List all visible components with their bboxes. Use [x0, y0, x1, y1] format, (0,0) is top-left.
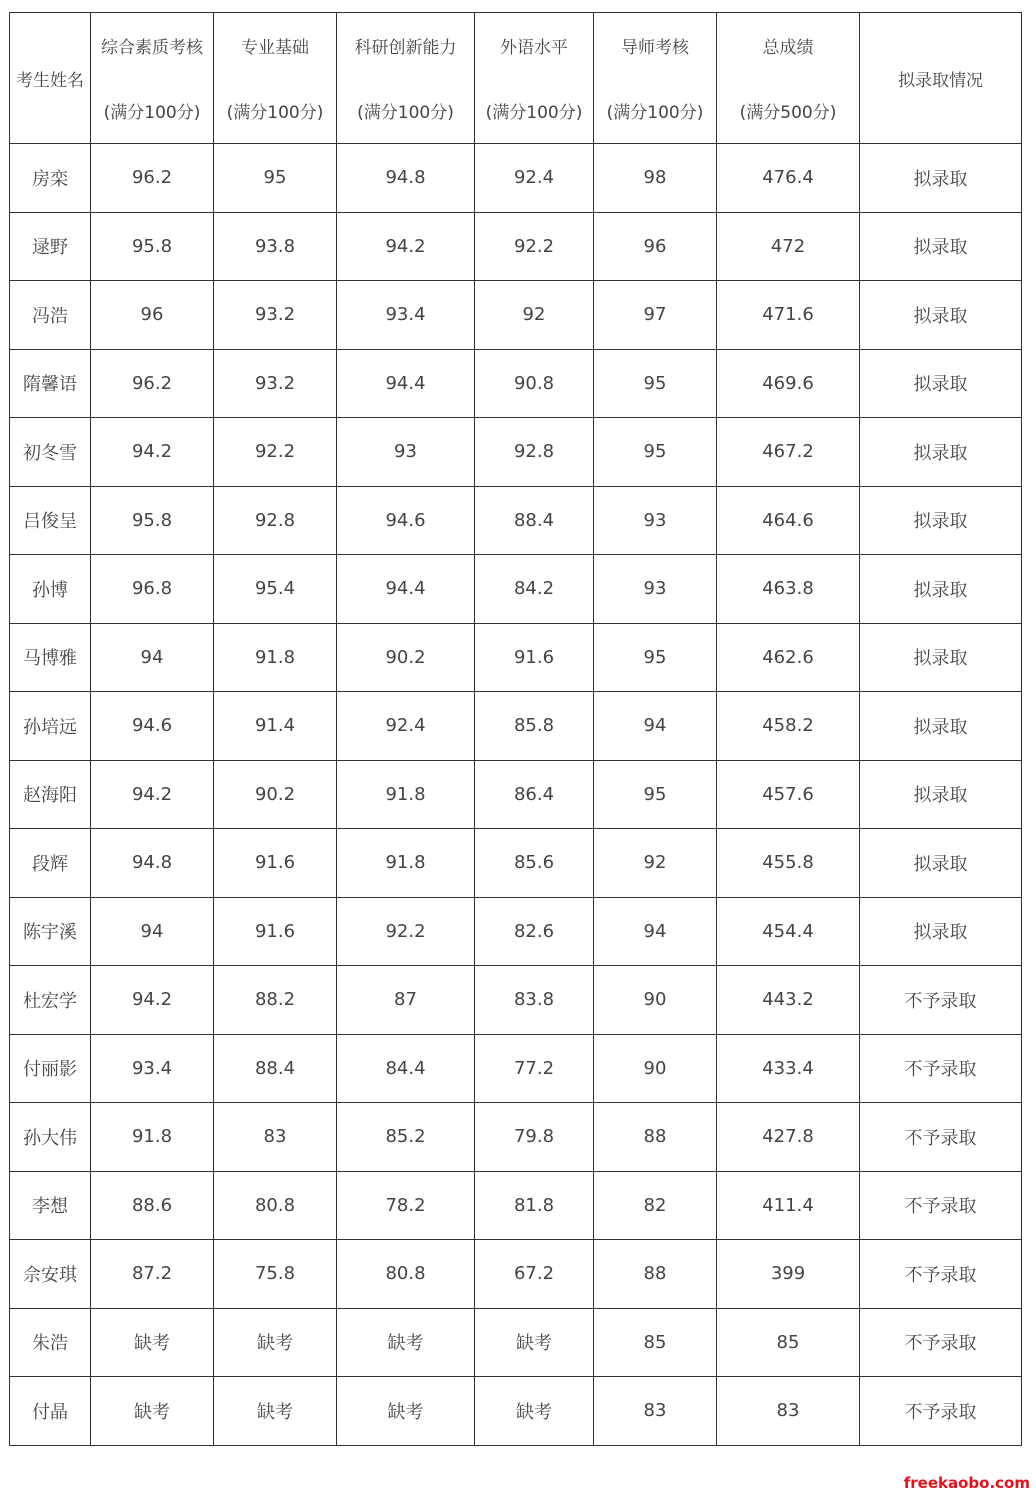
cell-research-innovation: 87	[337, 966, 475, 1035]
cell-admission-status: 拟录取	[860, 760, 1022, 829]
table-row	[10, 1377, 1022, 1446]
cell-supervisor-assessment: 97	[594, 281, 717, 350]
cell-overall-quality: 96.8	[91, 555, 214, 624]
cell-overall-quality: 88.6	[91, 1171, 214, 1240]
cell-research-innovation: 94.8	[337, 144, 475, 213]
header-foreign-language	[475, 13, 594, 144]
cell-foreign-language: 缺考	[475, 1308, 594, 1377]
cell-professional-basics: 93.2	[214, 349, 337, 418]
cell-admission-status: 拟录取	[860, 212, 1022, 281]
cell-professional-basics: 91.8	[214, 623, 337, 692]
table-row	[10, 418, 1022, 487]
cell-professional-basics: 95.4	[214, 555, 337, 624]
cell-total-score: 83	[717, 1377, 860, 1446]
cell-foreign-language: 85.8	[475, 692, 594, 761]
cell-admission-status: 不予录取	[860, 1240, 1022, 1309]
cell-admission-status: 拟录取	[860, 897, 1022, 966]
table-row	[10, 760, 1022, 829]
cell-candidate-name: 吕俊呈	[10, 486, 91, 555]
table-row	[10, 966, 1022, 1035]
cell-professional-basics: 88.2	[214, 966, 337, 1035]
header-title: 导师考核	[621, 38, 689, 58]
table-row	[10, 829, 1022, 898]
cell-professional-basics: 88.4	[214, 1034, 337, 1103]
cell-overall-quality: 94.2	[91, 966, 214, 1035]
cell-overall-quality: 96.2	[91, 144, 214, 213]
cell-foreign-language: 84.2	[475, 555, 594, 624]
cell-overall-quality: 91.8	[91, 1103, 214, 1172]
cell-overall-quality: 94.2	[91, 418, 214, 487]
header-professional-basics	[214, 13, 337, 144]
cell-supervisor-assessment: 95	[594, 760, 717, 829]
cell-foreign-language: 88.4	[475, 486, 594, 555]
cell-foreign-language: 79.8	[475, 1103, 594, 1172]
cell-total-score: 427.8	[717, 1103, 860, 1172]
cell-research-innovation: 93	[337, 418, 475, 487]
cell-admission-status: 拟录取	[860, 623, 1022, 692]
cell-supervisor-assessment: 98	[594, 144, 717, 213]
cell-total-score: 464.6	[717, 486, 860, 555]
cell-total-score: 469.6	[717, 349, 860, 418]
cell-candidate-name: 付丽影	[10, 1034, 91, 1103]
cell-foreign-language: 92.8	[475, 418, 594, 487]
cell-research-innovation: 85.2	[337, 1103, 475, 1172]
cell-professional-basics: 91.6	[214, 829, 337, 898]
cell-foreign-language: 92	[475, 281, 594, 350]
cell-professional-basics: 80.8	[214, 1171, 337, 1240]
cell-admission-status: 不予录取	[860, 1103, 1022, 1172]
cell-foreign-language: 83.8	[475, 966, 594, 1035]
header-full-score: (满分100分)	[606, 103, 704, 123]
cell-overall-quality: 94.6	[91, 692, 214, 761]
cell-professional-basics: 91.6	[214, 897, 337, 966]
header-full-score: (满分100分)	[357, 103, 454, 123]
cell-foreign-language: 92.2	[475, 212, 594, 281]
cell-candidate-name: 冯浩	[10, 281, 91, 350]
cell-admission-status: 不予录取	[860, 1034, 1022, 1103]
header-title: 专业基础	[241, 38, 309, 58]
header-title: 拟录取情况	[898, 70, 983, 91]
cell-supervisor-assessment: 94	[594, 897, 717, 966]
cell-overall-quality: 94.2	[91, 760, 214, 829]
cell-foreign-language: 91.6	[475, 623, 594, 692]
cell-foreign-language: 82.6	[475, 897, 594, 966]
cell-foreign-language: 67.2	[475, 1240, 594, 1309]
cell-candidate-name: 隋馨语	[10, 349, 91, 418]
cell-supervisor-assessment: 88	[594, 1240, 717, 1309]
cell-total-score: 454.4	[717, 897, 860, 966]
cell-total-score: 472	[717, 212, 860, 281]
cell-research-innovation: 94.2	[337, 212, 475, 281]
cell-supervisor-assessment: 95	[594, 623, 717, 692]
cell-research-innovation: 91.8	[337, 760, 475, 829]
admission-results-table	[9, 12, 1022, 1446]
header-title: 外语水平	[500, 38, 568, 58]
cell-professional-basics: 91.4	[214, 692, 337, 761]
cell-research-innovation: 91.8	[337, 829, 475, 898]
header-full-score: (满分500分)	[739, 103, 837, 123]
cell-overall-quality: 95.8	[91, 486, 214, 555]
site-watermark: freekaobo.com	[903, 1474, 1030, 1492]
cell-candidate-name: 朱浩	[10, 1308, 91, 1377]
header-admission-status	[860, 13, 1022, 144]
table-body	[10, 144, 1022, 1446]
cell-research-innovation: 90.2	[337, 623, 475, 692]
table-row	[10, 623, 1022, 692]
header-full-score: (满分100分)	[103, 103, 201, 123]
cell-admission-status: 拟录取	[860, 486, 1022, 555]
cell-foreign-language: 85.6	[475, 829, 594, 898]
cell-foreign-language: 77.2	[475, 1034, 594, 1103]
cell-candidate-name: 赵海阳	[10, 760, 91, 829]
cell-total-score: 462.6	[717, 623, 860, 692]
table-row	[10, 1171, 1022, 1240]
table-row	[10, 1034, 1022, 1103]
cell-admission-status: 不予录取	[860, 1171, 1022, 1240]
cell-research-innovation: 94.4	[337, 555, 475, 624]
cell-foreign-language: 90.8	[475, 349, 594, 418]
cell-total-score: 85	[717, 1308, 860, 1377]
cell-overall-quality: 87.2	[91, 1240, 214, 1309]
cell-professional-basics: 93.2	[214, 281, 337, 350]
cell-supervisor-assessment: 82	[594, 1171, 717, 1240]
cell-professional-basics: 缺考	[214, 1308, 337, 1377]
cell-candidate-name: 佘安琪	[10, 1240, 91, 1309]
cell-candidate-name: 陈宇溪	[10, 897, 91, 966]
cell-total-score: 467.2	[717, 418, 860, 487]
cell-professional-basics: 92.8	[214, 486, 337, 555]
cell-research-innovation: 缺考	[337, 1377, 475, 1446]
header-full-score: (满分100分)	[485, 103, 583, 123]
cell-candidate-name: 段辉	[10, 829, 91, 898]
cell-total-score: 433.4	[717, 1034, 860, 1103]
table-row	[10, 486, 1022, 555]
cell-supervisor-assessment: 93	[594, 555, 717, 624]
cell-supervisor-assessment: 83	[594, 1377, 717, 1446]
cell-overall-quality: 93.4	[91, 1034, 214, 1103]
cell-total-score: 457.6	[717, 760, 860, 829]
cell-overall-quality: 96.2	[91, 349, 214, 418]
header-title: 科研创新能力	[354, 38, 457, 58]
cell-overall-quality: 96	[91, 281, 214, 350]
cell-total-score: 471.6	[717, 281, 860, 350]
cell-supervisor-assessment: 94	[594, 692, 717, 761]
cell-research-innovation: 93.4	[337, 281, 475, 350]
table-row	[10, 897, 1022, 966]
cell-candidate-name: 房栾	[10, 144, 91, 213]
table-row	[10, 349, 1022, 418]
cell-foreign-language: 86.4	[475, 760, 594, 829]
table-row	[10, 555, 1022, 624]
cell-total-score: 458.2	[717, 692, 860, 761]
cell-foreign-language: 缺考	[475, 1377, 594, 1446]
table-row	[10, 1240, 1022, 1309]
cell-foreign-language: 81.8	[475, 1171, 594, 1240]
cell-professional-basics: 83	[214, 1103, 337, 1172]
table-row	[10, 692, 1022, 761]
table-header	[10, 13, 1022, 144]
cell-research-innovation: 92.4	[337, 692, 475, 761]
cell-total-score: 455.8	[717, 829, 860, 898]
cell-overall-quality: 95.8	[91, 212, 214, 281]
cell-professional-basics: 90.2	[214, 760, 337, 829]
cell-candidate-name: 初冬雪	[10, 418, 91, 487]
cell-candidate-name: 逯野	[10, 212, 91, 281]
table-row	[10, 212, 1022, 281]
cell-research-innovation: 94.6	[337, 486, 475, 555]
cell-candidate-name: 孙博	[10, 555, 91, 624]
cell-supervisor-assessment: 95	[594, 349, 717, 418]
cell-admission-status: 不予录取	[860, 966, 1022, 1035]
cell-professional-basics: 95	[214, 144, 337, 213]
table-row	[10, 144, 1022, 213]
cell-total-score: 399	[717, 1240, 860, 1309]
header-title: 综合素质考核	[101, 38, 203, 58]
cell-candidate-name: 孙培远	[10, 692, 91, 761]
cell-research-innovation: 缺考	[337, 1308, 475, 1377]
cell-professional-basics: 93.8	[214, 212, 337, 281]
cell-supervisor-assessment: 96	[594, 212, 717, 281]
cell-research-innovation: 92.2	[337, 897, 475, 966]
cell-admission-status: 拟录取	[860, 418, 1022, 487]
cell-research-innovation: 94.4	[337, 349, 475, 418]
header-research-innovation	[337, 13, 475, 144]
cell-research-innovation: 80.8	[337, 1240, 475, 1309]
cell-admission-status: 拟录取	[860, 829, 1022, 898]
cell-total-score: 463.8	[717, 555, 860, 624]
cell-overall-quality: 缺考	[91, 1377, 214, 1446]
cell-candidate-name: 孙大伟	[10, 1103, 91, 1172]
cell-professional-basics: 92.2	[214, 418, 337, 487]
cell-supervisor-assessment: 93	[594, 486, 717, 555]
cell-supervisor-assessment: 85	[594, 1308, 717, 1377]
cell-candidate-name: 马博雅	[10, 623, 91, 692]
cell-overall-quality: 缺考	[91, 1308, 214, 1377]
cell-admission-status: 拟录取	[860, 555, 1022, 624]
cell-professional-basics: 缺考	[214, 1377, 337, 1446]
table-row	[10, 1308, 1022, 1377]
cell-candidate-name: 李想	[10, 1171, 91, 1240]
cell-supervisor-assessment: 92	[594, 829, 717, 898]
cell-overall-quality: 94	[91, 897, 214, 966]
cell-overall-quality: 94	[91, 623, 214, 692]
table-row	[10, 281, 1022, 350]
header-title: 总成绩	[762, 38, 814, 58]
cell-supervisor-assessment: 90	[594, 1034, 717, 1103]
cell-total-score: 443.2	[717, 966, 860, 1035]
cell-overall-quality: 94.8	[91, 829, 214, 898]
header-total-score	[717, 13, 860, 144]
cell-supervisor-assessment: 90	[594, 966, 717, 1035]
header-full-score: (满分100分)	[226, 103, 324, 123]
cell-admission-status: 拟录取	[860, 349, 1022, 418]
cell-admission-status: 拟录取	[860, 281, 1022, 350]
cell-foreign-language: 92.4	[475, 144, 594, 213]
cell-admission-status: 拟录取	[860, 692, 1022, 761]
cell-total-score: 476.4	[717, 144, 860, 213]
header-row	[10, 13, 1022, 144]
cell-supervisor-assessment: 88	[594, 1103, 717, 1172]
cell-supervisor-assessment: 95	[594, 418, 717, 487]
cell-candidate-name: 付晶	[10, 1377, 91, 1446]
header-title: 考生姓名	[16, 70, 84, 91]
cell-research-innovation: 78.2	[337, 1171, 475, 1240]
cell-admission-status: 不予录取	[860, 1308, 1022, 1377]
cell-research-innovation: 84.4	[337, 1034, 475, 1103]
cell-admission-status: 不予录取	[860, 1377, 1022, 1446]
cell-candidate-name: 杜宏学	[10, 966, 91, 1035]
header-candidate-name	[10, 13, 91, 144]
header-supervisor-assessment	[594, 13, 717, 144]
cell-total-score: 411.4	[717, 1171, 860, 1240]
table-row	[10, 1103, 1022, 1172]
header-overall-quality	[91, 13, 214, 144]
cell-professional-basics: 75.8	[214, 1240, 337, 1309]
cell-admission-status: 拟录取	[860, 144, 1022, 213]
